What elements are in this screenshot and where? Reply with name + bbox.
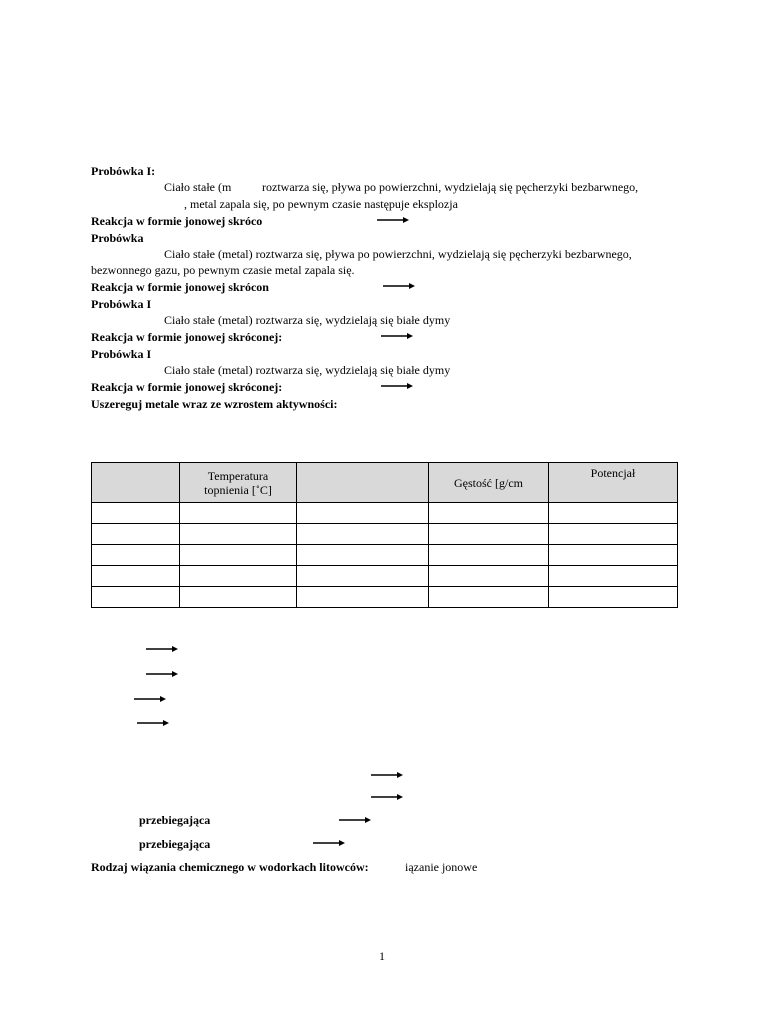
table-row [92, 587, 678, 608]
table-cell[interactable] [297, 545, 429, 566]
table-cell[interactable] [180, 566, 297, 587]
arrow-icon [146, 645, 178, 653]
arrow-icon [381, 332, 413, 340]
arrow-icon [137, 719, 169, 727]
tube-2-description-b: bezwonnego gazu, po pewnym czasie metal zapala się. [91, 263, 355, 277]
tube-1-description-a: Ciało stałe (m [164, 180, 232, 194]
tube-1-description-c: , metal zapala się, po pewnym czasie następuje eksplozja [184, 197, 458, 211]
tube-4-title: Probówka I [91, 347, 152, 361]
table-header-text: topnienia [˚C] [204, 482, 272, 497]
table-header-melting-temp [180, 463, 297, 503]
table-cell[interactable] [549, 503, 678, 524]
bond-type-value: iązanie jonowe [405, 860, 478, 874]
tube-2-description-a: Ciało stałe (metal) roztwarza się, pływa po powierzchni, wydzielają się pęcherzyki bezbarwnego, [164, 247, 632, 261]
tube-1-title: Probówka I: [91, 164, 156, 178]
table-header-text: Temperatura [207, 468, 269, 483]
arrow-icon [371, 793, 403, 801]
table-header-potential: Potencjał [549, 463, 678, 503]
activity-order-label: Uszereguj metale wraz ze wzrostem aktywności: [91, 397, 338, 411]
table-cell[interactable] [92, 503, 180, 524]
reaction-4-label: Reakcja w formie jonowej skróconej: [91, 380, 283, 394]
table-cell[interactable] [297, 566, 429, 587]
table-row [92, 545, 678, 566]
arrow-icon [371, 771, 403, 779]
table-cell[interactable] [549, 566, 678, 587]
table-cell[interactable] [297, 524, 429, 545]
reaction-3-label: Reakcja w formie jonowej skróconej: [91, 330, 283, 344]
page-number: 1 [379, 949, 385, 963]
arrow-icon [339, 816, 371, 824]
table-header-row [92, 463, 678, 503]
table-cell[interactable] [429, 587, 549, 608]
table-cell[interactable] [180, 587, 297, 608]
arrow-icon [377, 216, 409, 224]
reaction-1-label: Reakcja w formie jonowej skróco [91, 214, 263, 228]
arrow-icon [381, 382, 413, 390]
table-cell[interactable] [92, 566, 180, 587]
table-cell[interactable] [429, 545, 549, 566]
table-cell[interactable] [549, 524, 678, 545]
tube-1-description-b: roztwarza się, pływa po powierzchni, wydzielają się pęcherzyki bezbarwnego, [262, 180, 639, 194]
table-header-cell [92, 463, 180, 503]
tube-3-title: Probówka I [91, 297, 152, 311]
tube-2-title: Probówka [91, 231, 144, 245]
arrow-icon [313, 839, 345, 847]
reaction-proceeding-label: przebiegająca [139, 813, 211, 827]
reaction-2-label: Reakcja w formie jonowej skrócon [91, 280, 269, 294]
table-header-density: Gęstość [g/cm [429, 463, 549, 503]
table-cell[interactable] [429, 503, 549, 524]
tube-3-description: Ciało stałe (metal) roztwarza się, wydzielają się białe dymy [164, 313, 451, 327]
table-cell[interactable] [429, 566, 549, 587]
table-cell[interactable] [549, 587, 678, 608]
arrow-icon [146, 670, 178, 678]
arrow-icon [383, 282, 415, 290]
table-cell[interactable] [92, 545, 180, 566]
table-cell[interactable] [429, 524, 549, 545]
reaction-proceeding-label: przebiegająca [139, 837, 211, 851]
table-row [92, 503, 678, 524]
table-cell[interactable] [549, 545, 678, 566]
arrow-icon [134, 695, 166, 703]
table-cell[interactable] [180, 524, 297, 545]
table-row [92, 566, 678, 587]
table-row [92, 524, 678, 545]
table-cell[interactable] [180, 503, 297, 524]
table-cell[interactable] [92, 524, 180, 545]
bond-type-label: Rodzaj wiązania chemicznego w wodorkach litowców: [91, 860, 369, 874]
table-cell[interactable] [297, 587, 429, 608]
tube-4-description: Ciało stałe (metal) roztwarza się, wydzielają się białe dymy [164, 363, 451, 377]
metals-properties-table [91, 462, 678, 608]
table-cell[interactable] [92, 587, 180, 608]
table-cell[interactable] [180, 545, 297, 566]
table-header-cell [297, 463, 429, 503]
table-cell[interactable] [297, 503, 429, 524]
